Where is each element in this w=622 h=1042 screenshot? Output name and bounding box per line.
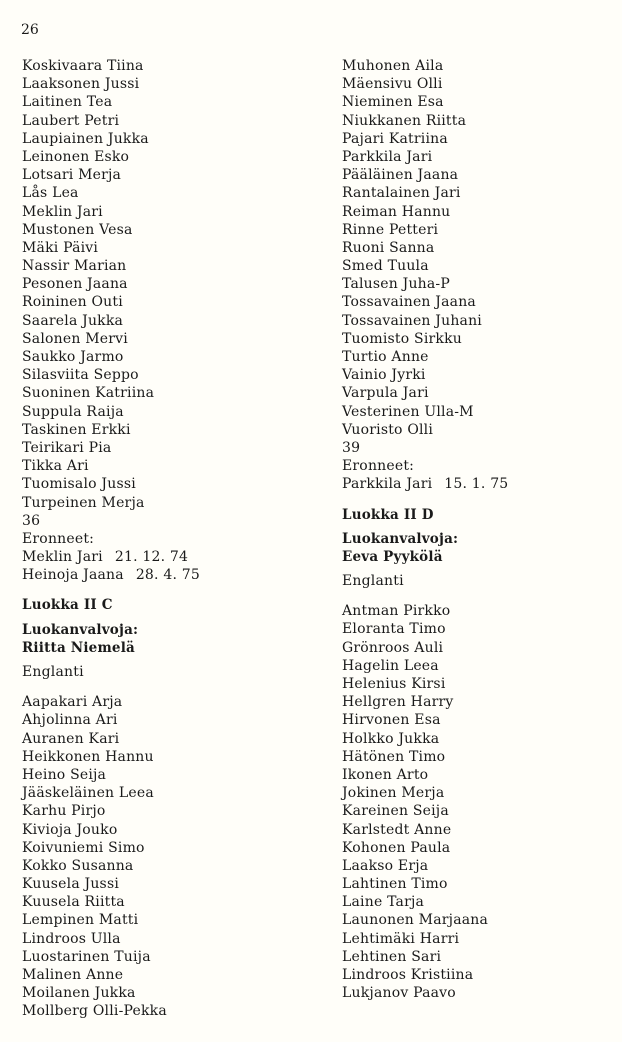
list-item: Antman Pirkko — [342, 603, 451, 620]
list-item: Holkko Jukka — [342, 730, 440, 747]
left-column — [22, 57, 200, 1021]
list-item: Vuoristo Olli — [342, 421, 434, 438]
list-item: Varpula Jari — [342, 385, 429, 402]
list-item: Lindroos Kristiina — [342, 967, 474, 983]
list-item: Kuusela Riitta — [22, 894, 125, 911]
list-item: Smed Tuula — [342, 258, 429, 275]
list-item: Kareinen Seija — [342, 803, 449, 820]
list-item: Laine Tarja — [342, 894, 425, 911]
class-list-continued — [22, 57, 200, 512]
list-item: Karlstedt Anne — [342, 821, 452, 838]
departed-label: Eronneet: — [342, 458, 415, 475]
list-item: Saarela Jukka — [22, 312, 124, 329]
list-item: Laupiainen Jukka — [22, 130, 149, 147]
list-item: Laakso Erja — [342, 857, 429, 874]
class-list-continued — [342, 57, 508, 439]
right-column — [342, 57, 508, 1002]
departed-date: 28. 4. 75 — [135, 567, 200, 584]
list-item: Heikkonen Hannu — [22, 748, 154, 765]
list-item: Auranen Kari — [22, 730, 120, 747]
list-item: Ahjolinna Ari — [22, 712, 118, 729]
list-item: Laaksonen Jussi — [22, 76, 140, 93]
departed-list — [22, 548, 200, 584]
list-item: Reiman Hannu — [342, 203, 451, 220]
list-item: Pääläinen Jaana — [342, 167, 459, 184]
list-item: Taskinen Erkki — [22, 421, 131, 438]
list-item: Helenius Kirsi — [342, 676, 446, 692]
list-item: Rantalainen Jari — [342, 185, 461, 202]
list-item: Leinonen Esko — [22, 148, 130, 165]
list-item: Turtio Anne — [342, 349, 429, 365]
list-item: Koskivaara Tiina — [22, 58, 144, 74]
departed-list — [342, 475, 508, 493]
list-item: Pajari Katriina — [342, 130, 448, 147]
list-item: Talusen Juha-P — [342, 276, 450, 293]
list-item: Kohonen Paula — [342, 839, 451, 856]
list-item: Heino Seija — [22, 766, 107, 783]
departed-name: Heinoja Jaana — [22, 567, 124, 584]
list-item: Tuomisto Sirkku — [342, 330, 462, 347]
list-item: Teirikari Pia — [22, 439, 112, 456]
list-item: Moilanen Jukka — [22, 985, 136, 1002]
list-item: Hätönen Timo — [342, 748, 446, 765]
list-item: Hellgren Harry — [342, 694, 454, 711]
list-item: Niukkanen Riitta — [342, 112, 467, 129]
list-item: Kuusela Jussi — [22, 876, 120, 893]
list-item: Tossavainen Jaana — [342, 294, 476, 311]
list-item: Suppula Raija — [22, 403, 124, 420]
section-title: Luokka II C — [22, 597, 113, 614]
list-item: Lås Lea — [22, 185, 79, 202]
list-item: Rinne Petteri — [342, 221, 439, 238]
subject: Englanti — [22, 664, 84, 680]
departed-entry — [342, 475, 508, 493]
subject: Englanti — [342, 573, 404, 590]
departed-entry — [22, 566, 200, 584]
page-number: 26 — [21, 22, 39, 38]
list-item: Mäensivu Olli — [342, 76, 443, 93]
list-item: Lotsari Merja — [22, 167, 122, 184]
list-item: Mollberg Olli-Pekka — [22, 1003, 167, 1020]
list-item: Silasviita Seppo — [22, 367, 139, 384]
list-item: Malinen Anne — [22, 967, 124, 983]
student-list — [342, 602, 508, 1002]
list-item: Ruoni Sanna — [342, 239, 435, 256]
list-item: Luostarinen Tuija — [22, 948, 151, 965]
list-item: Jääskeläinen Leea — [22, 785, 154, 802]
departed-date: 21. 12. 74 — [114, 549, 189, 566]
list-item: Tuomisalo Jussi — [22, 476, 136, 493]
list-item: Nieminen Esa — [342, 94, 444, 111]
list-item: Kokko Susanna — [22, 857, 134, 874]
list-item: Launonen Marjaana — [342, 912, 489, 929]
list-item: Parkkila Jari — [342, 148, 433, 165]
list-item: Laitinen Tea — [22, 94, 113, 111]
list-item: Lehtinen Sari — [342, 948, 442, 965]
list-item: Tikka Ari — [22, 458, 89, 475]
departed-name: Meklin Jari — [22, 549, 103, 566]
student-count: 39 — [342, 439, 361, 456]
list-item: Pesonen Jaana — [22, 276, 128, 293]
list-item: Tossavainen Juhani — [342, 312, 482, 329]
list-item: Mäki Päivi — [22, 239, 99, 256]
list-item: Mustonen Vesa — [22, 221, 133, 238]
list-item: Koivuniemi Simo — [22, 839, 145, 856]
teacher-name: Eeva Pyykölä — [342, 548, 443, 565]
list-item: Suoninen Katriina — [22, 385, 155, 402]
list-item: Eloranta Timo — [342, 621, 446, 638]
teacher-name: Riitta Niemelä — [22, 639, 136, 656]
departed-name: Parkkila Jari — [342, 476, 433, 493]
list-item: Vainio Jyrki — [342, 367, 426, 384]
list-item: Grönroos Auli — [342, 639, 444, 656]
teacher-label: Luokanvalvoja: — [22, 621, 139, 638]
list-item: Lempinen Matti — [22, 912, 139, 929]
list-item: Meklin Jari — [22, 203, 103, 220]
list-item: Lukjanov Paavo — [342, 985, 456, 1002]
list-item: Kivioja Jouko — [22, 821, 118, 838]
list-item: Jokinen Merja — [342, 785, 445, 802]
student-list — [22, 693, 200, 1020]
list-item: Roininen Outi — [22, 294, 123, 311]
departed-date: 15. 1. 75 — [444, 476, 509, 493]
list-item: Vesterinen Ulla-M — [342, 403, 474, 420]
list-item: Laubert Petri — [22, 112, 120, 129]
list-item: Turpeinen Merja — [22, 494, 145, 511]
list-item: Saukko Jarmo — [22, 349, 124, 365]
list-item: Lindroos Ulla — [22, 930, 121, 947]
list-item: Ikonen Arto — [342, 766, 429, 783]
section-title: Luokka II D — [342, 506, 434, 523]
list-item: Lehtimäki Harri — [342, 930, 460, 947]
teacher-label: Luokanvalvoja: — [342, 530, 459, 547]
list-item: Muhonen Aila — [342, 58, 444, 74]
list-item: Aapakari Arja — [22, 694, 123, 711]
list-item: Nassir Marian — [22, 258, 127, 275]
list-item: Lahtinen Timo — [342, 876, 448, 893]
list-item: Karhu Pirjo — [22, 803, 106, 820]
list-item: Hirvonen Esa — [342, 712, 441, 729]
student-count: 36 — [22, 512, 41, 529]
departed-entry — [22, 548, 200, 566]
list-item: Salonen Mervi — [22, 330, 128, 347]
list-item: Hagelin Leea — [342, 657, 439, 674]
departed-label: Eronneet: — [22, 530, 95, 547]
